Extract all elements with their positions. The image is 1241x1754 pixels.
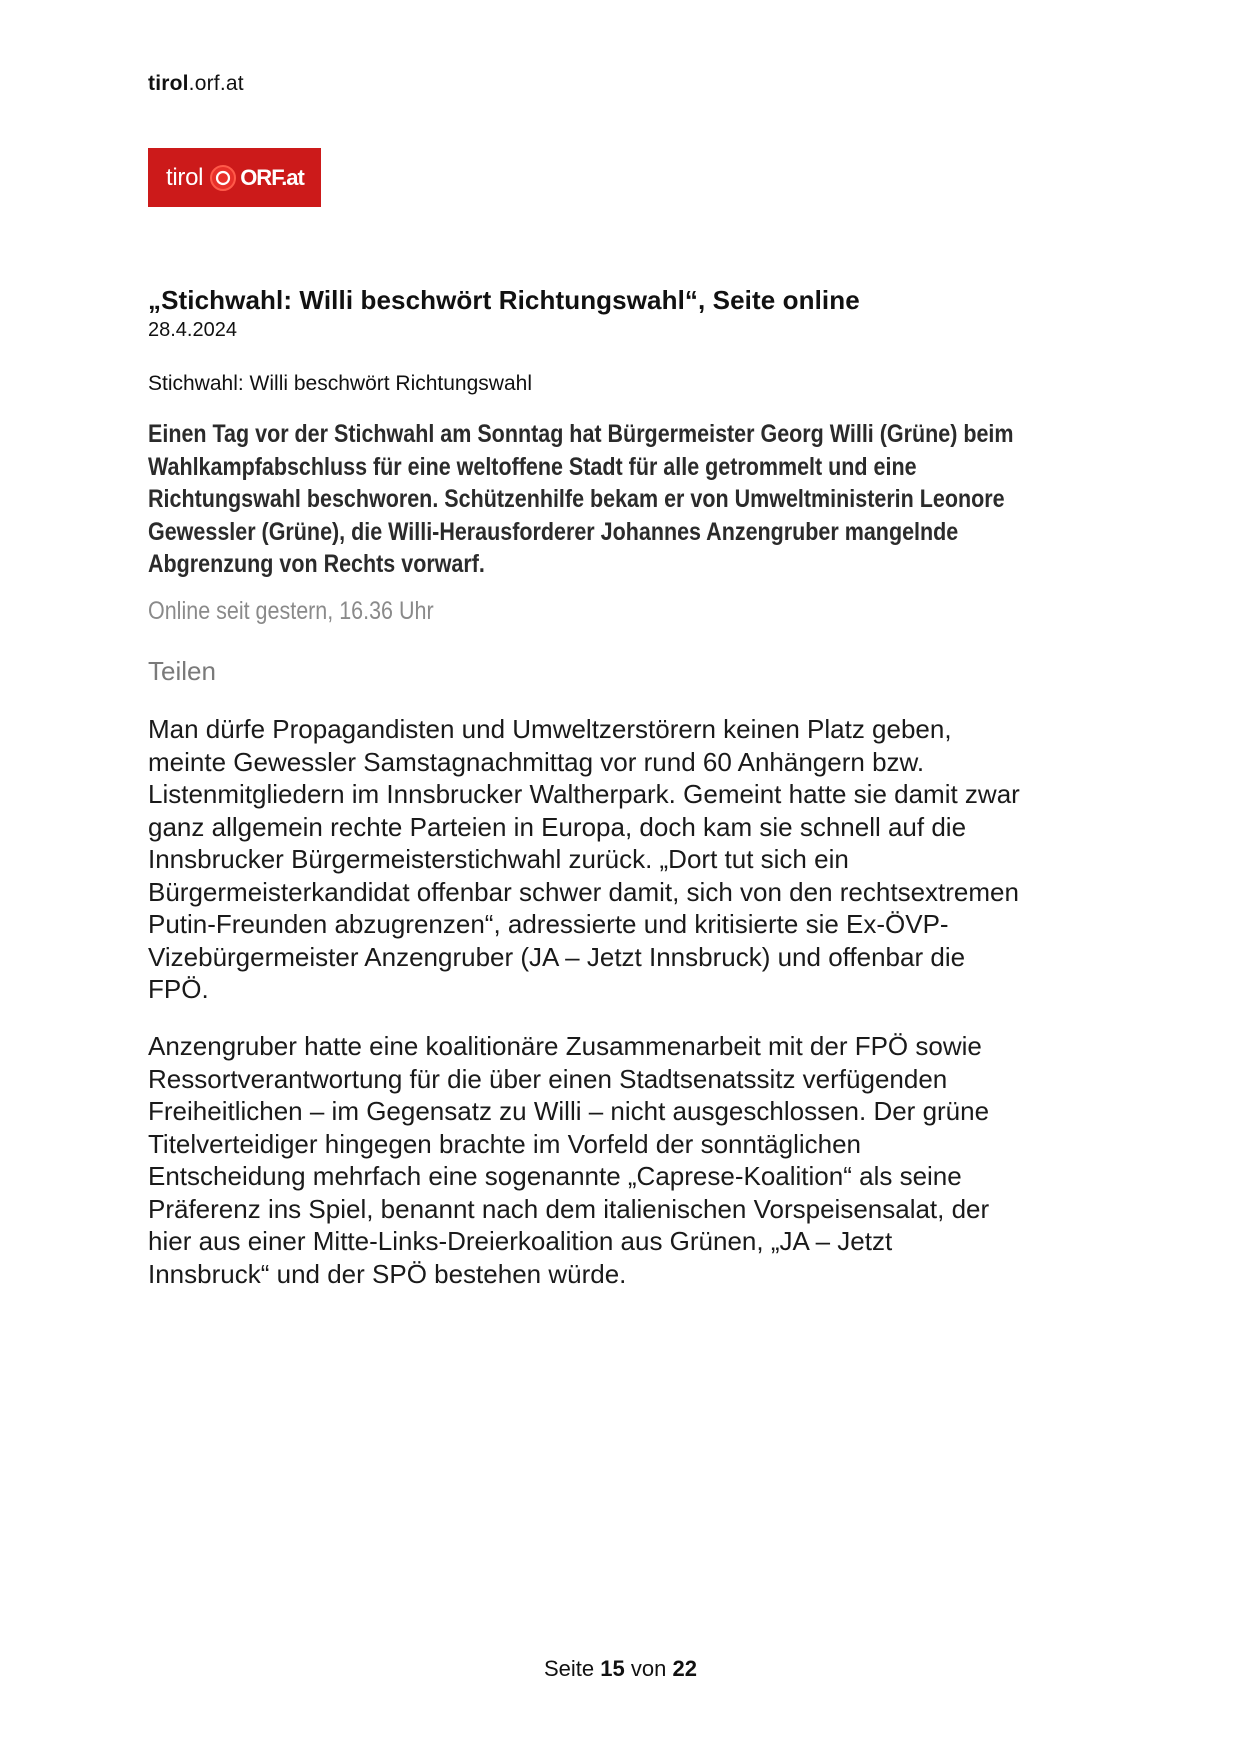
paragraph-line: Putin-Freunden abzugrenzen“, adressierte und kritisierte sie Ex-ÖVP-: [148, 909, 949, 939]
article-paragraph-1: [148, 713, 1108, 1006]
paragraph-line: hier aus einer Mitte-Links-Dreierkoalition aus Grünen, „JA – Jetzt: [148, 1226, 893, 1256]
site-name-domain: .orf.at: [188, 72, 244, 95]
share-link[interactable]: Teilen: [148, 656, 216, 686]
site-name-bold: tirol: [148, 72, 189, 95]
paragraph-line: Titelverteidiger hingegen brachte im Vorfeld der sonntäglichen: [148, 1128, 862, 1159]
footer-current-page: 15: [600, 1656, 625, 1681]
lead-line: Richtungswahl beschworen. Schützenhilfe bekam er von Umweltministerin Leonore: [148, 485, 1005, 513]
page-footer: [0, 1656, 1241, 1682]
paragraph-line: Bürgermeisterkandidat offenbar schwer damit, sich von den rechtsextremen: [148, 876, 1019, 907]
paragraph-line: meinte Gewessler Samstagnachmittag vor rund 60 Anhängern bzw.: [148, 746, 925, 777]
lead-line: Wahlkampfabschluss für eine weltoffene Stadt für alle getrommelt und eine: [148, 452, 917, 481]
article-lead: [148, 418, 1103, 581]
paragraph-line: Innsbrucker Bürgermeisterstichwahl zurück. „Dort tut sich ein: [148, 844, 849, 874]
paragraph-line: Vizebürgermeister Anzengruber (JA – Jetzt Innsbruck) und offenbar die: [148, 941, 966, 972]
site-header: [148, 72, 244, 96]
paragraph-line: Präferenz ins Spiel, benannt nach dem italienischen Vorspeisensalat, der: [148, 1193, 990, 1224]
lead-line: Einen Tag vor der Stichwahl am Sonntag hat Bürgermeister Georg Willi (Grüne) beim: [148, 420, 1014, 448]
document-title: „Stichwahl: Willi beschwört Richtungswahl“, Seite online: [148, 285, 860, 315]
orf-eye-icon: [209, 164, 237, 192]
paragraph-line: Innsbruck“ und der SPÖ bestehen würde.: [148, 1258, 627, 1289]
publish-timestamp: Online seit gestern, 16.36 Uhr: [148, 597, 434, 625]
logo-region-text: tirol: [166, 163, 204, 191]
logo-brand-text: ORF.at: [240, 164, 304, 190]
paragraph-line: Man dürfe Propagandisten und Umweltzerstörern keinen Platz geben,: [148, 714, 952, 744]
footer-separator: von: [630, 1656, 667, 1681]
lead-line: Abgrenzung von Rechts vorwarf.: [148, 550, 485, 578]
article-title: Stichwahl: Willi beschwört Richtungswahl: [148, 372, 532, 395]
footer-prefix: Seite: [544, 1656, 595, 1681]
paragraph-line: Listenmitgliedern im Innsbrucker Waltherpark. Gemeint hatte sie damit zwar: [148, 779, 1020, 809]
paragraph-line: Ressortverantwortung für die über einen Stadtsenatssitz verfügenden: [148, 1063, 948, 1094]
article-paragraph-2: [148, 1030, 1108, 1290]
paragraph-line: ganz allgemein rechte Parteien in Europa, doch kam sie schnell auf die: [148, 811, 967, 842]
orf-tirol-logo: [148, 148, 321, 207]
paragraph-line: Freiheitlichen – im Gegensatz zu Willi – nicht ausgeschlossen. Der grüne: [148, 1096, 990, 1126]
paragraph-line: Anzengruber hatte eine koalitionäre Zusammenarbeit mit der FPÖ sowie: [148, 1031, 982, 1061]
lead-line: Gewessler (Grüne), die Willi-Herausforderer Johannes Anzengruber mangelnde: [148, 517, 959, 546]
footer-total-pages: 22: [672, 1656, 697, 1681]
paragraph-line: Entscheidung mehrfach eine sogenannte „Caprese-Koalition“ als seine: [148, 1161, 962, 1191]
document-date: 28.4.2024: [148, 319, 237, 341]
paragraph-line: FPÖ.: [148, 974, 209, 1004]
